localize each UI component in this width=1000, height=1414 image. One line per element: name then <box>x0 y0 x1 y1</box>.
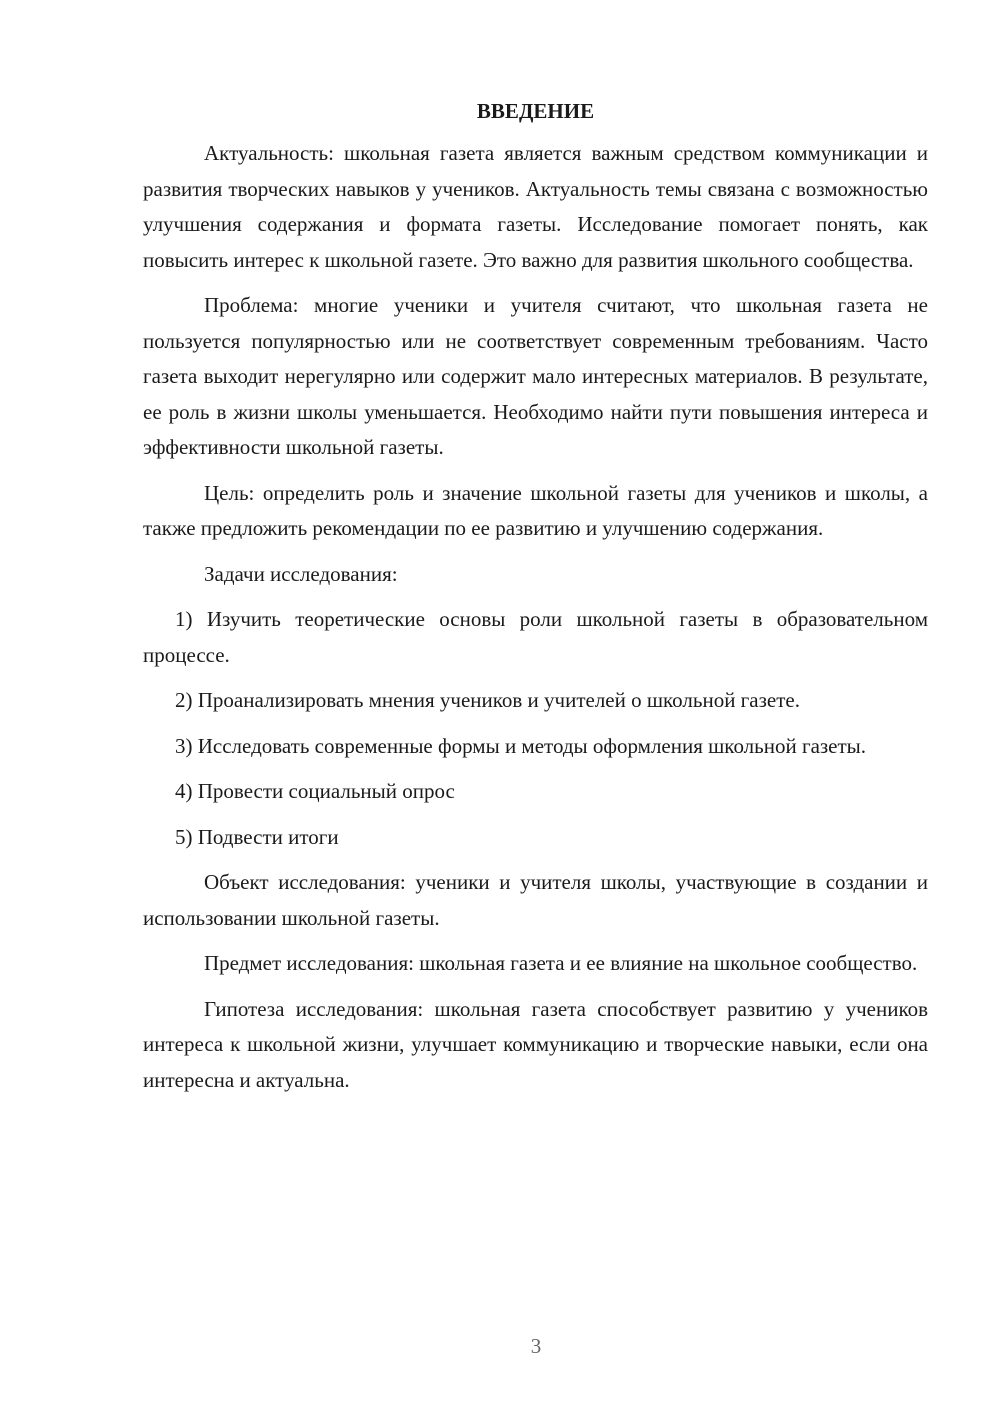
task-item-5: 5) Подвести итоги <box>175 824 339 849</box>
tasks-heading: Задачи исследования: <box>204 561 398 586</box>
problem-paragraph: Проблема: многие ученики и учителя считают, что школьная газета не пользуется популярностью или не соответствует современным требованиям. Часто газета выходит нерегулярно или содержит мало интересных материалов. В результате, ее роль в жизни школы уменьшается. Необходимо найти пути повышения интереса и эффективности школьной газеты. <box>143 293 928 459</box>
task-item-3: 3) Исследовать современные формы и методы оформления школьной газеты. <box>175 733 867 758</box>
subject-paragraph: Предмет исследования: школьная газета и ее влияние на школьное сообщество. <box>204 951 918 975</box>
task-item-1: 1) Изучить теоретические основы роли школьной газеты в образовательном процессе. <box>143 607 928 667</box>
goal-paragraph: Цель: определить роль и значение школьной газеты для учеников и школы, а также предложить рекомендации по ее развитию и улучшению содержания. <box>143 480 928 540</box>
page-number: 3 <box>530 1334 542 1358</box>
relevance-paragraph: Актуальность: школьная газета является важным средством коммуникации и развития творческих навыков у учеников. Актуальность темы связана с возможностью улучшения содержания и формата газеты. Исследование помогает понять, как повысить интерес к школьной газете. Это важно для развития школьного сообщества. <box>143 141 928 272</box>
section-title: ВВЕДЕНИЕ <box>476 99 595 123</box>
task-item-4: 4) Провести социальный опрос <box>175 779 455 803</box>
hypothesis-paragraph: Гипотеза исследования: школьная газета способствует развитию у учеников интереса к школьной жизни, улучшает коммуникацию и творческие навыки, если она интересна и актуальна. <box>143 996 928 1092</box>
object-paragraph: Объект исследования: ученики и учителя школы, участвующие в создании и использовании школьной газеты. <box>143 870 928 930</box>
task-item-2: 2) Проанализировать мнения учеников и учителей о школьной газете. <box>175 688 800 712</box>
page-content <box>143 96 928 1108</box>
